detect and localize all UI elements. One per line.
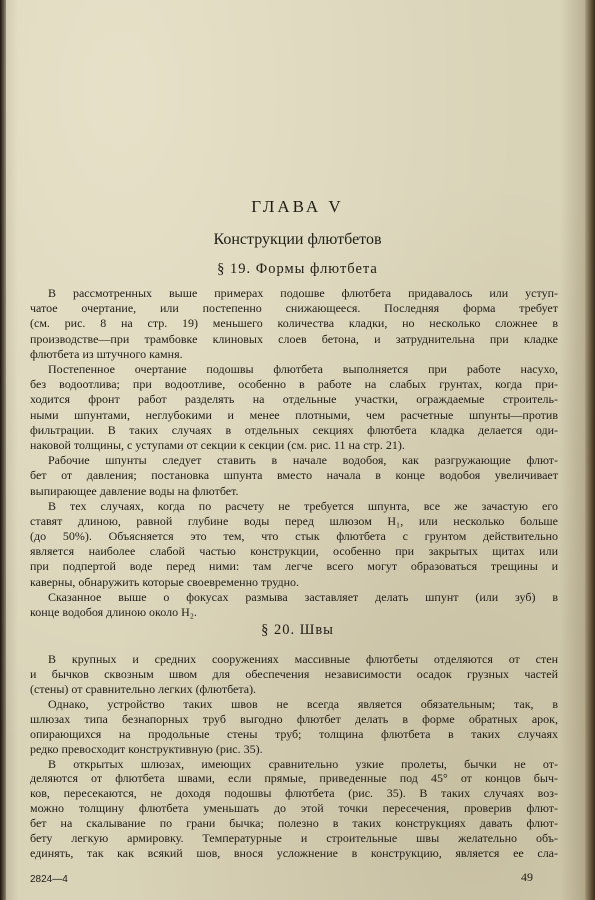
text-line: без водоотлива; при водоотливе, особенно в работе на слабых грунтах, когда при- (30, 377, 558, 392)
text-line: чатое очертание, или постепенно снижающееся. Последняя форма требует (30, 301, 558, 316)
chapter-title: Конструкции флютбетов (213, 231, 382, 248)
chapter-heading: ГЛАВА V (251, 197, 344, 216)
text-line: В крупных и средних сооружениях массивные флютбеты отделяются от стен (48, 652, 558, 666)
text-line: ными шпунтами, неглубокими и менее плотными, чем расчетные шпунты—против (30, 407, 558, 422)
text-line: ставят длиною, равной глубине воды перед шлюзом H₁, или несколько больше (30, 513, 558, 528)
text-line: Рабочие шпунты следует ставить в начале водобоя, как разгружающие флют- (48, 453, 558, 468)
text-line: В рассмотренных выше примерах подошве флютбета придавалось или уступ- (48, 286, 558, 300)
text-line: флютбета из штучного камня. (30, 346, 183, 361)
text-line: фильтрации. В таких случаях в отдельных секциях флютбета кладка делается оди- (30, 422, 558, 437)
page-right-edge (585, 0, 595, 900)
text-line: редко превосходит конструктивную (рис. 35). (30, 741, 263, 756)
text-line: (стены) от сравнительно легких (флютбета). (30, 681, 257, 696)
text-line: деляются от флютбета швами, если прямые, приведенные под 45° от концов быч- (30, 771, 558, 786)
text-line: выпирающее давление воды на флютбет. (30, 483, 239, 498)
text-line: Сказанное выше о фокусах размыва заставляет делать шпунт (или зуб) в (48, 589, 558, 604)
section-19-heading: § 19. Формы флютбета (217, 261, 378, 277)
text-line: опирающихся на продольные стены труб; толщина флютбета в таких случаях (30, 726, 558, 741)
text-line: при подпертой воде перед ними: там легче всего могут образоваться трещины и (30, 559, 558, 574)
text-line: ходится фронт работ разделять на отдельные участки, ограждаемые строитель- (30, 392, 558, 407)
text-line: конце водобоя длиною около H₂. (30, 605, 197, 619)
print-code: 2824—4 (30, 874, 68, 885)
text-line: бету легкую армировку. Температурные и строительные швы желательно объ- (30, 831, 558, 846)
text-line: бет на скалывание по грани бычка; полезно в таких конструкциях давать флют- (30, 816, 558, 831)
text-line: В открытых шлюзах, имеющих сравнительно узкие пролеты, бычки не от- (48, 756, 558, 771)
text-line: каверны, обнаружить которые своевременно трудно. (30, 574, 300, 589)
text-line: (см. рис. 8 на стр. 19) меньшего количества кладки, но несколько сложнее в (30, 316, 558, 331)
text-line: производстве—при трамбовке клиновых слоев бетона, и затруднительна при кладке (30, 331, 558, 346)
text-line: является наиболее слабой частью конструкции, особенно при закрытых щитах или (30, 544, 558, 559)
text-line: и бычков сквозным швом для обеспечения независимости осадок грузных частей (30, 666, 558, 681)
text-line: наковой толщины, с уступами от секции к секции (см. рис. 11 на стр. 21). (30, 437, 405, 452)
text-line: В тех случаях, когда по расчету не требуется шпунта, все же зачастую его (48, 498, 558, 513)
text-line: единять, так как всякий шов, внося усложнение в конструкцию, является ее сла- (30, 846, 558, 860)
text-line: бет от давления; постановка шпунта вместо начала в конце водобоя увеличивает (30, 468, 558, 483)
text-line: Постепенное очертание подошвы флютбета выполняется при работе насухо, (48, 362, 558, 376)
text-line: ков, пересекаются, не доходя подошвы флютбета (рис. 35). В таких случаях воз- (30, 786, 558, 801)
page-number: 49 (521, 870, 533, 884)
page-left-edge (0, 0, 6, 900)
text-line: (до 50%). Объясняется это тем, что стык флютбета с грунтом действительно (30, 529, 558, 543)
text-line: можно толщину флютбета уменьшать до этой точки пересечения, проверив флют- (30, 801, 558, 816)
text-line: шлюзах типа безнапорных труб выгодно флютбет делать в форме обратных арок, (30, 711, 558, 726)
section-20-heading: § 20. Швы (261, 622, 334, 638)
text-line: Однако, устройство таких швов не всегда является обязательным; так, в (48, 696, 558, 711)
